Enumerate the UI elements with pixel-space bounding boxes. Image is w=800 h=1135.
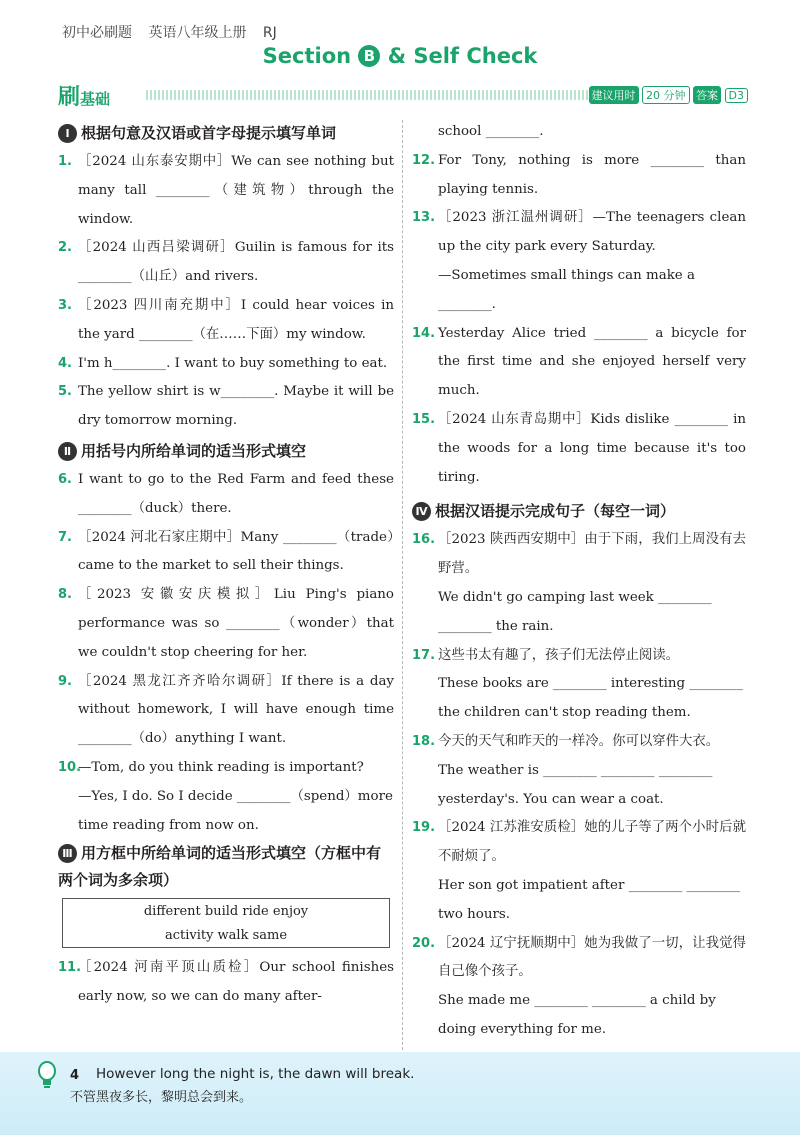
page-footer	[0, 1052, 800, 1135]
question-number: 16.	[412, 532, 436, 548]
question-text: ［2024 山东青岛期中］Kids dislike ________ in the woods for a long time because it's too tiring.	[438, 411, 746, 485]
question-1	[58, 148, 394, 234]
question-number: 20.	[412, 935, 436, 951]
band-title-small: 基础	[80, 90, 111, 108]
question-16	[412, 526, 746, 584]
section-1-heading	[58, 118, 394, 148]
question-10	[58, 754, 394, 783]
time-value: 20 分钟	[642, 86, 690, 104]
question-text: ［2023 浙江温州调研］—The teenagers clean up the city park every Saturday.	[438, 210, 746, 255]
question-11	[58, 954, 394, 1012]
question-number: 6.	[58, 471, 72, 487]
section-2-badge: Ⅱ	[58, 442, 77, 461]
page-number: 4	[70, 1068, 80, 1083]
time-label: 建议用时	[589, 86, 639, 104]
section-2-heading	[58, 436, 394, 466]
question-4	[58, 350, 394, 379]
answer-page: D3	[725, 88, 748, 103]
question-10-reply: —Yes, I do. So I decide ________（spend）more time reading from now on.	[78, 788, 393, 833]
question-19-answer-line: Her son got impatient after ________ ________ two hours.	[438, 877, 741, 922]
question-text: ［2024 河南平顶山质检］Our school finishes early now, so we can do many after-	[78, 960, 394, 1005]
section-1-badge: Ⅰ	[58, 124, 77, 143]
question-17-answer-line: These books are ________ interesting ________ the children can't stop reading them.	[438, 676, 743, 721]
question-number: 9.	[58, 673, 72, 689]
question-text: The yellow shirt is w________. Maybe it will be dry tomorrow morning.	[78, 384, 394, 429]
question-text: ［2024 山东泰安期中］We can see nothing but many tall ________（建筑物）through the window.	[78, 154, 394, 227]
question-3	[58, 292, 394, 350]
question-8	[58, 581, 394, 667]
question-text: ［2023 四川南充期中］I could hear voices in the yard ________（在……下面）my window.	[78, 297, 394, 342]
question-number: 3.	[58, 297, 72, 313]
question-prompt: 这些书太有趣了，孩子们无法停止阅读。	[438, 647, 680, 663]
band-title	[58, 80, 110, 111]
question-18-answer-line: The weather is ________ ________ ________ yesterday's. You can wear a coat.	[438, 762, 713, 807]
question-number: 7.	[58, 529, 72, 545]
question-19	[412, 814, 746, 872]
lightbulb-icon	[36, 1060, 58, 1094]
book-info	[62, 22, 289, 42]
book-edition: RJ	[262, 25, 277, 41]
section-4-heading	[412, 496, 746, 526]
band-meta	[589, 86, 748, 104]
section-1-title: 根据句意及汉语或首字母提示填写单词	[81, 124, 337, 142]
section-title-post: & Self Check	[380, 44, 538, 68]
question-20	[412, 930, 746, 988]
section-title-pre: Section	[262, 44, 359, 68]
question-number: 8.	[58, 587, 72, 603]
question-number: 13.	[412, 210, 436, 226]
footer-quote-english: However long the night is, the dawn will break.	[96, 1066, 415, 1082]
column-divider	[402, 120, 403, 1050]
question-number: 5.	[58, 384, 72, 400]
question-number: 15.	[412, 411, 436, 427]
book-name: 初中必刷题	[62, 25, 132, 41]
question-text: I want to go to the Red Farm and feed these ________（duck）there.	[78, 471, 394, 516]
book-subject: 英语八年级上册	[148, 25, 247, 41]
question-16-answer-line: We didn't go camping last week ________ ________ the rain.	[438, 589, 712, 634]
question-12	[412, 147, 746, 205]
question-prompt: ［2024 江苏淮安质检］她的儿子等了两个小时后就不耐烦了。	[438, 820, 746, 865]
question-text: ［2023 安徽安庆模拟］Liu Ping's piano performance was so ________（wonder）that we couldn't stop cheering for her.	[78, 587, 394, 660]
question-text: —Tom, do you think reading is important?	[78, 759, 364, 775]
question-text: Yesterday Alice tried ________ a bicycle for the first time and she enjoyed herself very much.	[438, 325, 746, 399]
question-text: For Tony, nothing is more ________ than playing tennis.	[438, 152, 746, 197]
question-number: 4.	[58, 355, 72, 371]
section-2-title: 用括号内所给单词的适当形式填空	[81, 441, 307, 460]
footer-quote-chinese: 不管黑夜多长，黎明总会到来。	[70, 1090, 253, 1105]
section-letter-badge: B	[358, 45, 380, 67]
question-13	[412, 204, 746, 262]
question-text: ［2024 山西吕梁调研］Guilin is famous for its ________（山丘）and rivers.	[78, 240, 394, 285]
answer-label: 答案	[693, 86, 721, 104]
left-column	[58, 118, 394, 1012]
question-text: ［2024 河北石家庄期中］Many ________（trade）came to the market to sell their things.	[78, 529, 394, 574]
question-number: 10.	[58, 759, 82, 775]
question-number: 11.	[58, 960, 82, 976]
section-4-badge: Ⅳ	[412, 502, 431, 521]
section-3-badge: Ⅲ	[58, 844, 77, 863]
word-box-line-1: different build ride enjoy	[143, 904, 309, 920]
band-stripes	[146, 90, 588, 100]
right-column	[412, 118, 746, 1045]
question-number: 12.	[412, 152, 436, 168]
question-20-answer-line: She made me ________ ________ a child by doing everything for me.	[438, 993, 716, 1037]
question-number: 1.	[58, 154, 72, 169]
question-14	[412, 320, 746, 406]
question-18	[412, 728, 746, 757]
question-text: ［2024 黑龙江齐齐哈尔调研］If there is a day without homework, I will have enough time ________（do）anything I want.	[78, 673, 394, 747]
question-prompt: ［2023 陕西西安期中］由于下雨，我们上周没有去野营。	[438, 532, 746, 577]
question-2	[58, 234, 394, 292]
question-17	[412, 642, 746, 671]
word-box	[62, 898, 390, 948]
question-prompt: 今天的天气和昨天的一样冷。你可以穿件大衣。	[438, 733, 720, 749]
word-box-line-2: activity walk same	[164, 928, 288, 944]
question-number: 18.	[412, 733, 436, 749]
section-3-heading	[58, 840, 394, 894]
question-13-reply: —Sometimes small things can make a ________.	[438, 267, 695, 312]
question-prompt: ［2024 辽宁抚顺期中］她为我做了一切，让我觉得自己像个孩子。	[438, 935, 746, 980]
question-number: 19.	[412, 820, 436, 836]
question-number: 17.	[412, 647, 436, 663]
question-text: I'm h________. I want to buy something to eat.	[78, 355, 388, 371]
question-number: 14.	[412, 325, 436, 341]
question-9	[58, 668, 394, 754]
question-6	[58, 466, 394, 524]
page-header	[0, 0, 800, 78]
question-15	[412, 406, 746, 492]
basic-band	[58, 82, 748, 110]
section-3-title: 用方框中所给单词的适当形式填空（方框中有两个词为多余项）	[58, 844, 382, 890]
section-title	[0, 44, 800, 68]
question-5	[58, 378, 394, 436]
question-7	[58, 524, 394, 582]
question-11-continued: school ________.	[438, 124, 544, 139]
question-number: 2.	[58, 240, 72, 256]
section-4-title: 根据汉语提示完成句子（每空一词）	[435, 502, 676, 521]
band-title-big: 刷	[58, 85, 81, 110]
